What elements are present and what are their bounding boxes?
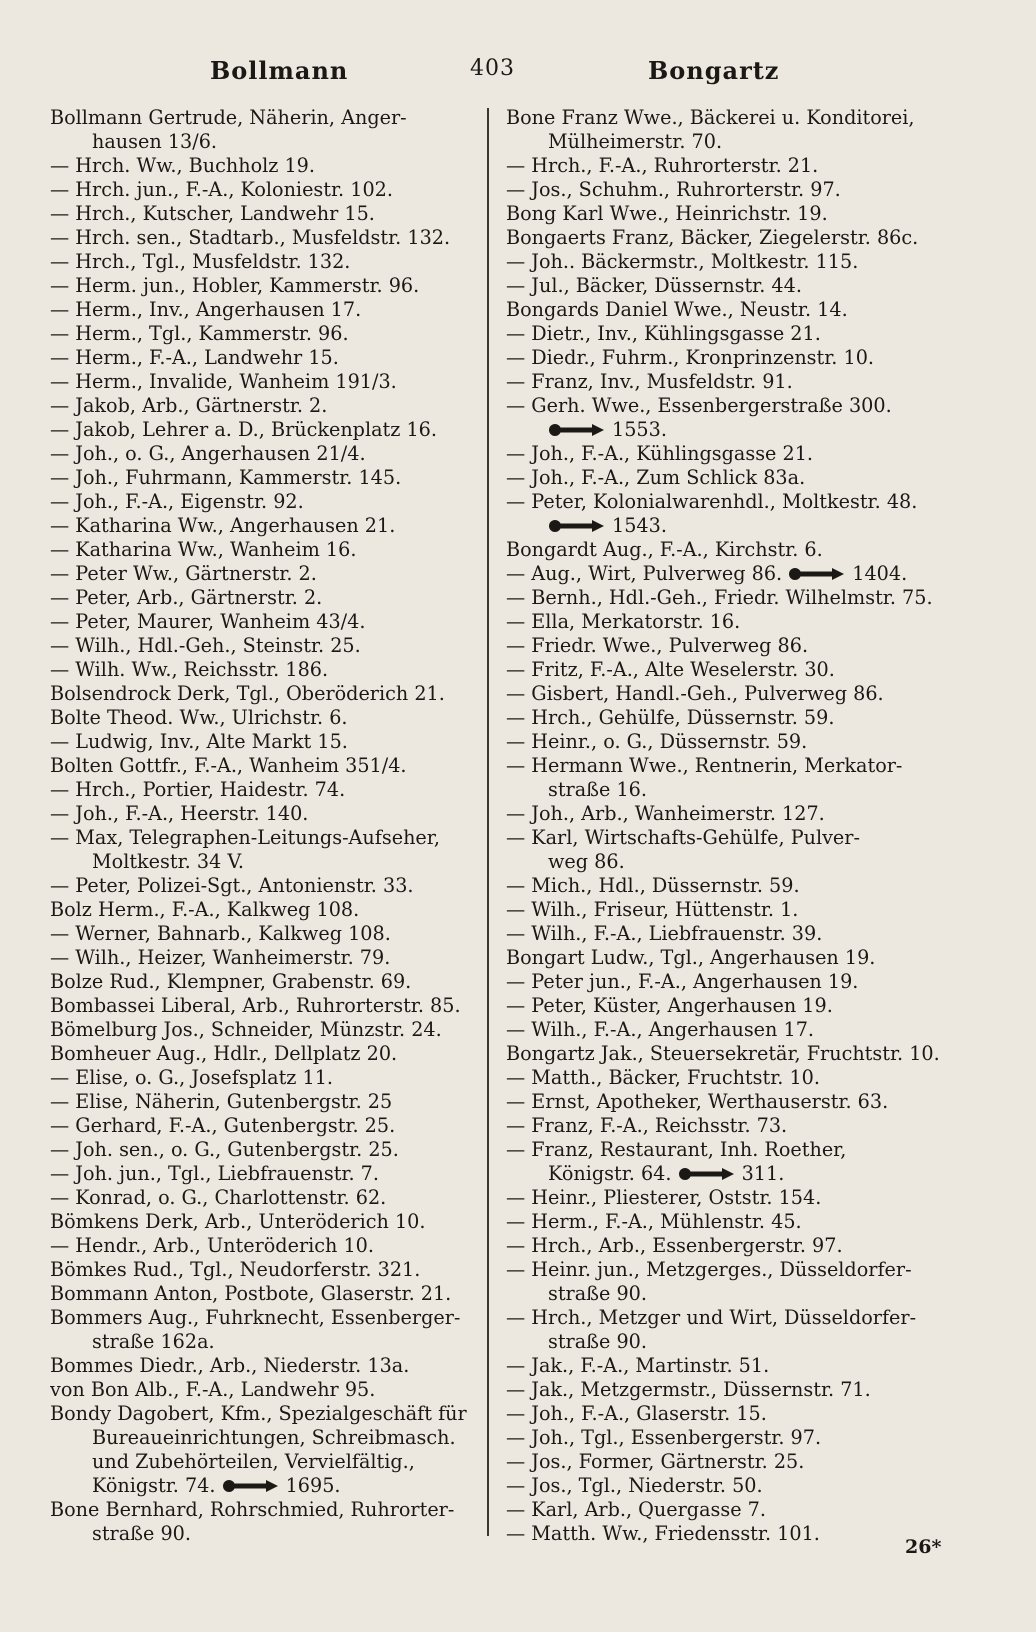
entry-text: — Herm., Invalide, Wanheim 191/3. xyxy=(50,370,397,393)
directory-entry-line xyxy=(50,1354,478,1378)
directory-entry-line xyxy=(506,778,954,802)
directory-entry-line xyxy=(50,442,478,466)
directory-entry-line xyxy=(506,394,954,418)
entry-text: — Jak., F.-A., Martinstr. 51. xyxy=(506,1354,770,1377)
entry-text: — Joh., F.-A., Zum Schlick 83a. xyxy=(506,466,806,489)
entry-text: — Wilh., F.-A., Liebfrauenstr. 39. xyxy=(506,922,823,945)
directory-entry-line xyxy=(506,1282,954,1306)
entry-text: — Joh., Tgl., Essenbergerstr. 97. xyxy=(506,1426,822,1449)
entry-text: — Hrch. sen., Stadtarb., Musfeldstr. 132. xyxy=(50,226,451,249)
directory-entry-line xyxy=(50,394,478,418)
directory-entry-line xyxy=(506,634,954,658)
directory-entry-line xyxy=(506,538,954,562)
directory-entry-line xyxy=(50,538,478,562)
entry-text: Bureaueinrichtungen, Schreibmasch. xyxy=(92,1426,456,1449)
telephone-icon xyxy=(788,567,846,581)
directory-entry-line xyxy=(506,682,954,706)
directory-entry-line xyxy=(506,1402,954,1426)
directory-entry-line xyxy=(50,1258,478,1282)
directory-entry-line xyxy=(50,898,478,922)
directory-entry-line xyxy=(50,1138,478,1162)
entry-text: Bone Franz Wwe., Bäckerei u. Konditorei, xyxy=(506,106,915,129)
directory-entry-line xyxy=(50,1186,478,1210)
entry-text: Bondy Dagobert, Kfm., Spezialgeschäft für xyxy=(50,1402,467,1425)
entry-text: — Franz, Restaurant, Inh. Roether, xyxy=(506,1138,847,1161)
entry-text: — Heinr., Pliesterer, Oststr. 154. xyxy=(506,1186,822,1209)
entry-text: — Herm., F.-A., Mühlenstr. 45. xyxy=(506,1210,802,1233)
entry-text: — Mich., Hdl., Düssernstr. 59. xyxy=(506,874,800,897)
entry-text: Bommers Aug., Fuhrknecht, Essenberger- xyxy=(50,1306,461,1329)
directory-entry-line xyxy=(506,922,954,946)
directory-entry-line xyxy=(506,826,954,850)
directory-entry-line xyxy=(506,370,954,394)
directory-entry-line xyxy=(506,874,954,898)
directory-entry-line xyxy=(506,418,954,442)
directory-entry-line xyxy=(506,1426,954,1450)
directory-entry-line xyxy=(506,586,954,610)
directory-entry-line xyxy=(50,970,478,994)
directory-entry-line xyxy=(506,1450,954,1474)
directory-entry-line xyxy=(50,922,478,946)
entry-text: — Peter, Polizei-Sgt., Antonienstr. 33. xyxy=(50,874,414,897)
directory-entry-line xyxy=(50,1378,478,1402)
directory-entry-line xyxy=(50,1306,478,1330)
entry-text: Bömkes Rud., Tgl., Neudorferstr. 321. xyxy=(50,1258,421,1281)
entry-text: — Hrch., F.-A., Ruhrorterstr. 21. xyxy=(506,154,819,177)
directory-entry-line xyxy=(50,802,478,826)
directory-entry-line xyxy=(506,514,954,538)
entry-text: straße 90. xyxy=(92,1522,191,1545)
directory-entry-line xyxy=(50,298,478,322)
entry-text: — Peter, Arb., Gärtnerstr. 2. xyxy=(50,586,323,609)
entry-text: Königstr. 74. xyxy=(92,1474,216,1497)
directory-entry-line xyxy=(506,442,954,466)
directory-entry-line xyxy=(50,202,478,226)
directory-entry-line xyxy=(506,610,954,634)
entry-text: Bömelburg Jos., Schneider, Münzstr. 24. xyxy=(50,1018,442,1041)
directory-entry-line xyxy=(506,1186,954,1210)
entry-text: — Max, Telegraphen-Leitungs-Aufseher, xyxy=(50,826,440,849)
directory-entry-line xyxy=(50,946,478,970)
directory-entry-line xyxy=(506,754,954,778)
directory-entry-line xyxy=(506,202,954,226)
directory-entry-line xyxy=(50,754,478,778)
entry-text: — Joh., o. G., Angerhausen 21/4. xyxy=(50,442,366,465)
directory-entry-line xyxy=(50,1234,478,1258)
entry-text: — Hrch., Tgl., Musfeldstr. 132. xyxy=(50,250,351,273)
directory-entry-line xyxy=(50,1402,478,1426)
entry-text: — Dietr., Inv., Kühlingsgasse 21. xyxy=(506,322,821,345)
entry-text: — Peter jun., F.-A., Angerhausen 19. xyxy=(506,970,859,993)
entry-text: — Hrch. Ww., Buchholz 19. xyxy=(50,154,315,177)
telephone-icon xyxy=(548,519,606,533)
directory-entry-line xyxy=(506,298,954,322)
directory-entry-line xyxy=(50,1450,478,1474)
entry-text: — Joh.. Bäckermstr., Moltkestr. 115. xyxy=(506,250,859,273)
directory-entry-line xyxy=(50,826,478,850)
directory-entry-line xyxy=(50,778,478,802)
entry-text: — Joh., F.-A., Glaserstr. 15. xyxy=(506,1402,767,1425)
entry-text: Königstr. 64. xyxy=(548,1162,672,1185)
entry-text: Bollmann Gertrude, Näherin, Anger- xyxy=(50,106,407,129)
directory-entry-line xyxy=(50,178,478,202)
header-right-keyword: Bongartz xyxy=(648,56,780,85)
entry-text: — Franz, F.-A., Reichsstr. 73. xyxy=(506,1114,788,1137)
page-number: 403 xyxy=(470,56,515,81)
entry-text: — Jos., Former, Gärtnerstr. 25. xyxy=(506,1450,805,1473)
entry-text: — Elise, Näherin, Gutenbergstr. 25 xyxy=(50,1090,393,1113)
entry-text: — Fritz, F.-A., Alte Weselerstr. 30. xyxy=(506,658,835,681)
entry-text: — Hrch. jun., F.-A., Koloniestr. 102. xyxy=(50,178,393,201)
entry-text: straße 16. xyxy=(548,778,647,801)
directory-entry-line xyxy=(506,658,954,682)
entry-text: Moltkestr. 34 V. xyxy=(92,850,244,873)
directory-entry-line xyxy=(50,586,478,610)
telephone-number: 311. xyxy=(741,1162,785,1185)
directory-entry-line xyxy=(50,370,478,394)
entry-text: — Wilh., Friseur, Hüttenstr. 1. xyxy=(506,898,799,921)
entry-text: — Herm., F.-A., Landwehr 15. xyxy=(50,346,339,369)
entry-text: straße 162a. xyxy=(92,1330,215,1353)
entry-text: Bongaerts Franz, Bäcker, Ziegelerstr. 86c. xyxy=(506,226,919,249)
entry-text: — Diedr., Fuhrm., Kronprinzenstr. 10. xyxy=(506,346,875,369)
directory-entry-line xyxy=(50,514,478,538)
directory-entry-line xyxy=(506,1138,954,1162)
directory-entry-line xyxy=(50,874,478,898)
directory-entry-line xyxy=(50,106,478,130)
entry-text: Bolz Herm., F.-A., Kalkweg 108. xyxy=(50,898,360,921)
entry-text: — Joh., Arb., Wanheimerstr. 127. xyxy=(506,802,825,825)
entry-text: — Bernh., Hdl.-Geh., Friedr. Wilhelmstr. 75. xyxy=(506,586,933,609)
column-divider xyxy=(487,108,489,1536)
telephone-icon xyxy=(678,1167,736,1181)
entry-text: — Joh., F.-A., Kühlingsgasse 21. xyxy=(506,442,814,465)
directory-entry-line xyxy=(50,1330,478,1354)
telephone-number: 1404. xyxy=(852,562,908,585)
entry-text: — Peter, Kolonialwarenhdl., Moltkestr. 48. xyxy=(506,490,918,513)
entry-text: Bongartz Jak., Steuersekretär, Fruchtstr. 10. xyxy=(506,1042,940,1065)
directory-entry-line xyxy=(50,1090,478,1114)
entry-text: Bongards Daniel Wwe., Neustr. 14. xyxy=(506,298,848,321)
directory-entry-line xyxy=(50,706,478,730)
entry-text: — Hrch., Gehülfe, Düssernstr. 59. xyxy=(506,706,835,729)
directory-entry-line xyxy=(50,562,478,586)
entry-text: — Karl, Wirtschafts-Gehülfe, Pulver- xyxy=(506,826,860,849)
entry-text: — Wilh., F.-A., Angerhausen 17. xyxy=(506,1018,815,1041)
directory-entry-line xyxy=(506,1234,954,1258)
directory-entry-line xyxy=(50,346,478,370)
directory-entry-line xyxy=(50,1162,478,1186)
directory-entry-line xyxy=(506,250,954,274)
entry-text: — Elise, o. G., Josefsplatz 11. xyxy=(50,1066,334,1089)
right-column xyxy=(506,106,954,1546)
directory-entry-line xyxy=(50,682,478,706)
entry-text: — Jos., Tgl., Niederstr. 50. xyxy=(506,1474,763,1497)
directory-entry-line xyxy=(50,466,478,490)
directory-entry-line xyxy=(50,634,478,658)
directory-entry-line xyxy=(50,322,478,346)
directory-entry-line xyxy=(506,1378,954,1402)
directory-entry-line xyxy=(50,1522,478,1546)
directory-entry-line xyxy=(506,1042,954,1066)
directory-entry-line xyxy=(50,850,478,874)
entry-text: — Joh., F.-A., Eigenstr. 92. xyxy=(50,490,304,513)
directory-entry-line xyxy=(506,850,954,874)
entry-text: — Heinr. jun., Metzgerges., Düsseldorfer- xyxy=(506,1258,912,1281)
entry-text: Bongart Ludw., Tgl., Angerhausen 19. xyxy=(506,946,876,969)
directory-entry-line xyxy=(50,1042,478,1066)
directory-entry-line xyxy=(506,802,954,826)
directory-entry-line xyxy=(506,154,954,178)
directory-entry-line xyxy=(50,1018,478,1042)
directory-entry-line xyxy=(506,1066,954,1090)
entry-text: Bommann Anton, Postbote, Glaserstr. 21. xyxy=(50,1282,452,1305)
entry-text: — Jak., Metzgermstr., Düssernstr. 71. xyxy=(506,1378,871,1401)
directory-entry-line xyxy=(506,970,954,994)
directory-entry-line xyxy=(50,490,478,514)
entry-text: — Heinr., o. G., Düssernstr. 59. xyxy=(506,730,808,753)
entry-text: — Katharina Ww., Wanheim 16. xyxy=(50,538,357,561)
directory-entry-line xyxy=(50,1114,478,1138)
directory-entry-line xyxy=(506,898,954,922)
directory-entry-line xyxy=(50,1210,478,1234)
entry-text: — Jul., Bäcker, Düssernstr. 44. xyxy=(506,274,802,297)
directory-entry-line xyxy=(506,1354,954,1378)
entry-text: Bolsendrock Derk, Tgl., Oberöderich 21. xyxy=(50,682,445,705)
entry-text: — Joh., Fuhrmann, Kammerstr. 145. xyxy=(50,466,402,489)
directory-entry-line xyxy=(50,1066,478,1090)
entry-text: — Hendr., Arb., Unteröderich 10. xyxy=(50,1234,374,1257)
entry-text: — Hrch., Portier, Haidestr. 74. xyxy=(50,778,346,801)
directory-entry-line xyxy=(506,466,954,490)
entry-text: — Matth. Ww., Friedensstr. 101. xyxy=(506,1522,820,1545)
directory-entry-line xyxy=(50,1474,478,1498)
directory-entry-line xyxy=(506,1210,954,1234)
directory-entry-line xyxy=(506,1162,954,1186)
directory-entry-line xyxy=(506,1522,954,1546)
directory-entry-line xyxy=(50,226,478,250)
entry-text: — Franz, Inv., Musfeldstr. 91. xyxy=(506,370,793,393)
entry-text: — Wilh., Hdl.-Geh., Steinstr. 25. xyxy=(50,634,361,657)
entry-text: — Gerhard, F.-A., Gutenbergstr. 25. xyxy=(50,1114,396,1137)
entry-text: — Peter, Küster, Angerhausen 19. xyxy=(506,994,833,1017)
entry-text: — Jakob, Arb., Gärtnerstr. 2. xyxy=(50,394,328,417)
directory-entry-line xyxy=(506,106,954,130)
entry-text: — Gisbert, Handl.-Geh., Pulverweg 86. xyxy=(506,682,884,705)
entry-text: — Aug., Wirt, Pulverweg 86. xyxy=(506,562,783,585)
entry-text: Bongardt Aug., F.-A., Kirchstr. 6. xyxy=(506,538,823,561)
directory-entry-line xyxy=(506,322,954,346)
entry-text: — Joh., F.-A., Heerstr. 140. xyxy=(50,802,309,825)
directory-entry-line xyxy=(50,130,478,154)
directory-entry-line xyxy=(506,1330,954,1354)
entry-text: — Wilh. Ww., Reichsstr. 186. xyxy=(50,658,329,681)
directory-entry-line xyxy=(506,1474,954,1498)
entry-text: — Hermann Wwe., Rentnerin, Merkator- xyxy=(506,754,903,777)
directory-entry-line xyxy=(506,946,954,970)
entry-text: Bombassei Liberal, Arb., Ruhrorterstr. 85. xyxy=(50,994,461,1017)
directory-entry-line xyxy=(50,250,478,274)
entry-text: straße 90. xyxy=(548,1282,647,1305)
entry-text: — Herm., Inv., Angerhausen 17. xyxy=(50,298,362,321)
directory-entry-line xyxy=(506,490,954,514)
entry-text: Bomheuer Aug., Hdlr., Dellplatz 20. xyxy=(50,1042,398,1065)
directory-entry-line xyxy=(506,730,954,754)
entry-text: — Jakob, Lehrer a. D., Brückenplatz 16. xyxy=(50,418,437,441)
signature-mark: 26* xyxy=(905,1536,942,1558)
entry-text: — Ludwig, Inv., Alte Markt 15. xyxy=(50,730,348,753)
directory-entry-line xyxy=(506,1306,954,1330)
entry-text: — Hrch., Kutscher, Landwehr 15. xyxy=(50,202,375,225)
directory-entry-line xyxy=(506,562,954,586)
directory-entry-line xyxy=(506,178,954,202)
entry-text: — Joh. jun., Tgl., Liebfrauenstr. 7. xyxy=(50,1162,379,1185)
directory-entry-line xyxy=(50,274,478,298)
telephone-icon xyxy=(548,423,606,437)
entry-text: — Ernst, Apotheker, Werthauserstr. 63. xyxy=(506,1090,889,1113)
entry-text: — Gerh. Wwe., Essenbergerstraße 300. xyxy=(506,394,892,417)
directory-entry-line xyxy=(506,994,954,1018)
entry-text: Mülheimerstr. 70. xyxy=(548,130,723,153)
directory-entry-line xyxy=(50,418,478,442)
directory-entry-line xyxy=(50,730,478,754)
entry-text: — Katharina Ww., Angerhausen 21. xyxy=(50,514,396,537)
directory-entry-line xyxy=(506,706,954,730)
entry-text: und Zubehörteilen, Vervielfältig., xyxy=(92,1450,415,1473)
directory-entry-line xyxy=(506,1498,954,1522)
entry-text: — Ella, Merkatorstr. 16. xyxy=(506,610,741,633)
entry-text: Bong Karl Wwe., Heinrichstr. 19. xyxy=(506,202,828,225)
header-left-keyword: Bollmann xyxy=(210,56,349,85)
entry-text: — Herm. jun., Hobler, Kammerstr. 96. xyxy=(50,274,420,297)
entry-text: straße 90. xyxy=(548,1330,647,1353)
entry-text: — Herm., Tgl., Kammerstr. 96. xyxy=(50,322,349,345)
entry-text: — Wilh., Heizer, Wanheimerstr. 79. xyxy=(50,946,391,969)
entry-text: Bolte Theod. Ww., Ulrichstr. 6. xyxy=(50,706,348,729)
directory-entry-line xyxy=(506,1258,954,1282)
entry-text: Bolten Gottfr., F.-A., Wanheim 351/4. xyxy=(50,754,407,777)
entry-text: Bolze Rud., Klempner, Grabenstr. 69. xyxy=(50,970,412,993)
directory-entry-line xyxy=(506,1018,954,1042)
telephone-icon xyxy=(222,1479,280,1493)
directory-entry-line xyxy=(50,154,478,178)
entry-text: — Peter, Maurer, Wanheim 43/4. xyxy=(50,610,366,633)
directory-entry-line xyxy=(506,274,954,298)
telephone-number: 1695. xyxy=(285,1474,341,1497)
entry-text: weg 86. xyxy=(548,850,625,873)
entry-text: — Konrad, o. G., Charlottenstr. 62. xyxy=(50,1186,387,1209)
directory-entry-line xyxy=(506,130,954,154)
left-column xyxy=(50,106,478,1546)
directory-entry-line xyxy=(506,346,954,370)
entry-text: — Werner, Bahnarb., Kalkweg 108. xyxy=(50,922,391,945)
telephone-number: 1543. xyxy=(612,514,667,537)
entry-text: — Karl, Arb., Quergasse 7. xyxy=(506,1498,766,1521)
entry-text: — Jos., Schuhm., Ruhrorterstr. 97. xyxy=(506,178,841,201)
entry-text: Bommes Diedr., Arb., Niederstr. 13a. xyxy=(50,1354,410,1377)
directory-entry-line xyxy=(50,1426,478,1450)
directory-entry-line xyxy=(50,1282,478,1306)
directory-entry-line xyxy=(506,1090,954,1114)
entry-text: — Peter Ww., Gärtnerstr. 2. xyxy=(50,562,317,585)
entry-text: von Bon Alb., F.-A., Landwehr 95. xyxy=(50,1378,376,1401)
directory-entry-line xyxy=(506,1114,954,1138)
directory-entry-line xyxy=(50,610,478,634)
entry-text: — Matth., Bäcker, Fruchtstr. 10. xyxy=(506,1066,820,1089)
entry-text: — Hrch., Arb., Essenbergerstr. 97. xyxy=(506,1234,843,1257)
telephone-number: 1553. xyxy=(612,418,667,441)
directory-entry-line xyxy=(50,1498,478,1522)
directory-entry-line xyxy=(506,226,954,250)
entry-text: Bömkens Derk, Arb., Unteröderich 10. xyxy=(50,1210,426,1233)
entry-text: — Hrch., Metzger und Wirt, Düsseldorfer- xyxy=(506,1306,917,1329)
entry-text: hausen 13/6. xyxy=(92,130,217,153)
directory-entry-line xyxy=(50,658,478,682)
directory-entry-line xyxy=(50,994,478,1018)
entry-text: — Friedr. Wwe., Pulverweg 86. xyxy=(506,634,809,657)
entry-text: — Joh. sen., o. G., Gutenbergstr. 25. xyxy=(50,1138,399,1161)
entry-text: Bone Bernhard, Rohrschmied, Ruhrorter- xyxy=(50,1498,455,1521)
